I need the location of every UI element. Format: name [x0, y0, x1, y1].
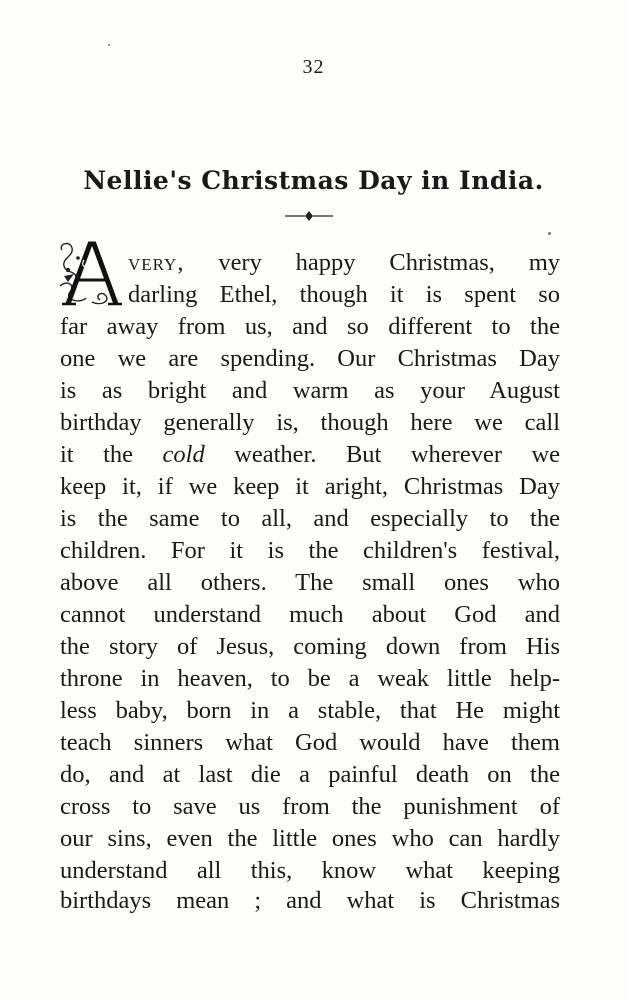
page-number: 32 — [302, 56, 325, 78]
text-line-11: above all others. The small ones who — [60, 569, 560, 596]
text-line-21: birthdays mean ; and what is Christmas — [60, 887, 560, 914]
text-line-18: cross to save us from the punishment of — [60, 793, 560, 820]
text-line-16: teach sinners what God would have them — [60, 729, 560, 756]
text-line-1-rest: very happy Christmas, my — [218, 249, 561, 276]
paper-speck — [548, 232, 551, 235]
text-line-15: less baby, born in a stable, that He might — [60, 697, 560, 724]
emphasis-word: cold — [162, 441, 205, 468]
text-line-6: birthday generally is, though here we call — [60, 409, 560, 436]
text-line-5: is as bright and warm as your August — [60, 377, 560, 404]
text-line-19: our sins, even the little ones who can hardly — [60, 825, 560, 852]
paper-speck — [108, 44, 110, 46]
text-line-4: one we are spending. Our Christmas Day — [60, 345, 560, 372]
text-line-3: far away from us, and so different to the — [60, 313, 560, 340]
drop-cap-ornament-icon — [56, 240, 122, 310]
text-line-7-a: it the — [60, 441, 134, 468]
text-line-2: darling Ethel, though it is spent so — [128, 281, 560, 308]
text-line-9: is the same to all, and especially to the — [60, 505, 560, 532]
text-line-14: throne in heaven, to be a weak little help- — [60, 665, 560, 692]
text-line-7-b: weather. But wherever we — [234, 441, 561, 468]
text-line-12: cannot understand much about God and — [60, 601, 560, 628]
ornamental-divider-icon — [283, 210, 335, 222]
text-line-17: do, and at last die a painful death on the — [60, 761, 560, 788]
text-line-10: children. For it is the children's festival, — [60, 537, 560, 564]
text-line-13: the story of Jesus, coming down from His — [60, 633, 560, 660]
text-line-1 — [128, 248, 560, 278]
small-caps-word: very, — [128, 249, 185, 276]
chapter-title: Nellie's Christmas Day in India. — [83, 166, 544, 195]
text-line-7 — [60, 440, 560, 470]
text-line-20: understand all this, know what keeping — [60, 857, 560, 884]
text-line-8: keep it, if we keep it aright, Christmas Day — [60, 473, 560, 500]
